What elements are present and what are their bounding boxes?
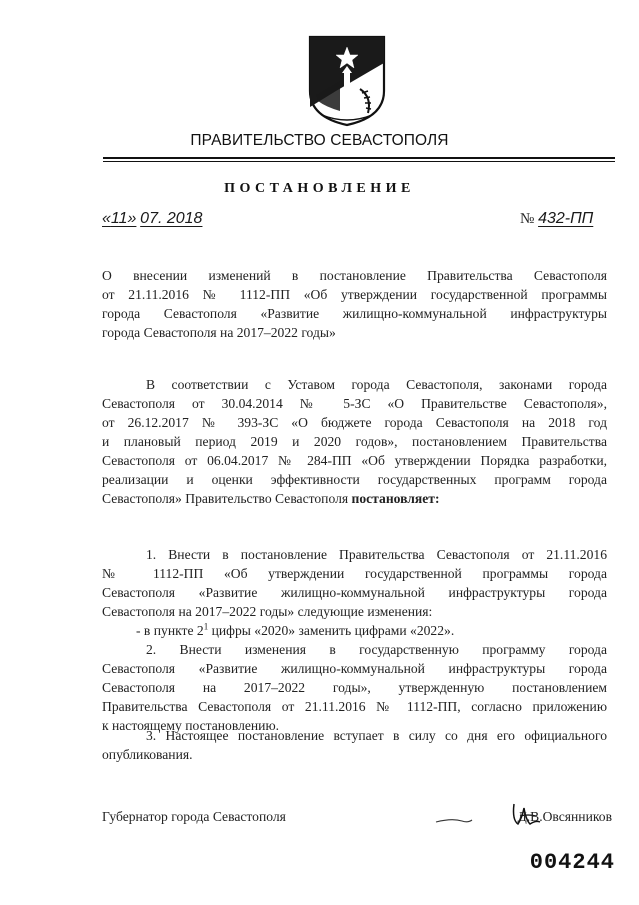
signatory-name: Д.В.Овсянников [517,809,612,824]
organization-name: ПРАВИТЕЛЬСТВО СЕВАСТОПОЛЯ [190,132,449,149]
item-1-subpoint [102,621,607,640]
preamble-line: Севастополя от 06.04.2017 № 284-ПП «Об утверждении Порядка разработки, [102,453,607,468]
subpoint-superscript: 1 [203,621,209,632]
title-line: от 21.11.2016 № 1112-ПП «Об утверждении государственной программы [102,287,607,302]
document-title [102,266,607,342]
preamble-line: от 26.12.2017 № 393-ЗС «О бюджете города Севастополя на 2018 год [102,415,607,430]
date-day: 11 [110,210,128,227]
item-2-line: Севастополя «Развитие жилищно-коммунальной инфраструктуры города [102,661,607,676]
document-date [102,210,202,228]
signature-block [102,806,612,832]
resolution-keyword: постановляет: [351,491,440,506]
item-2-line: Правительства Севастополя от 21.11.2016 № 1112-ПП, согласно приложению [102,699,607,714]
date-open-quote: « [102,210,111,227]
item-2-line: Севастополя на 2017–2022 годы», утвержденную постановлением [102,680,607,695]
date-month-year: 07. 2018 [140,210,203,227]
item-1-line: Севастополя на 2017–2022 годы» следующие изменения: [102,604,433,619]
item-2-line: 2. Внести изменения в государственную программу города [146,642,607,657]
preamble-line: Севастополя от 30.04.2014 № 5-ЗС «О Правительстве Севастополя», [102,396,607,411]
number-value: 432-ПП [538,210,594,227]
preamble-line: реализации и оценки эффективности государственных программ города [102,472,607,487]
number-prefix: № [520,211,535,227]
title-line: города Севастополя «Развитие жилищно-коммунальной инфраструктуры [102,306,607,321]
preamble-last-text: Севастополя» Правительство Севастополя [102,491,352,506]
resolution-item-3 [102,726,607,764]
header-divider-thin [103,161,615,162]
item-1-line: 1. Внести в постановление Правительства Севастополя от 21.11.2016 [146,547,607,562]
subpoint-after: цифры «2020» заменить цифрами «2022». [208,623,455,638]
preamble-line: и плановый период 2019 и 2020 годов», постановлением Правительства [102,434,607,449]
title-line: города Севастополя на 2017–2022 годы» [102,325,336,340]
serial-number: 004244 [529,850,615,875]
signatory-position: Губернатор города Севастополя [102,809,286,824]
title-line: О внесении изменений в постановление Правительства Севастополя [102,268,607,283]
preamble-line: В соответствии с Уставом города Севастополя, законами города [146,377,607,392]
resolution-items [102,545,607,735]
preamble-paragraph [102,375,607,508]
preamble-last-line [102,489,607,508]
coat-of-arms-icon [296,33,398,128]
item-3-line: 3. Настоящее постановление вступает в силу со дня его официального [146,728,607,743]
item-3-line: опубликования. [102,747,193,762]
document-type: ПОСТАНОВЛЕНИЕ [224,181,415,196]
subpoint-before: - в пункте 2 [136,623,204,638]
date-close-quote: » [127,210,137,227]
item-1-line: Севастополя «Развитие жилищно-коммунальной инфраструктуры города [102,585,607,600]
document-number [520,210,593,228]
item-2-line: к настоящему постановлению. [102,718,280,733]
header-divider-thick [103,157,615,159]
item-1-line: № 1112-ПП «Об утверждении государственной программы города [102,566,607,581]
